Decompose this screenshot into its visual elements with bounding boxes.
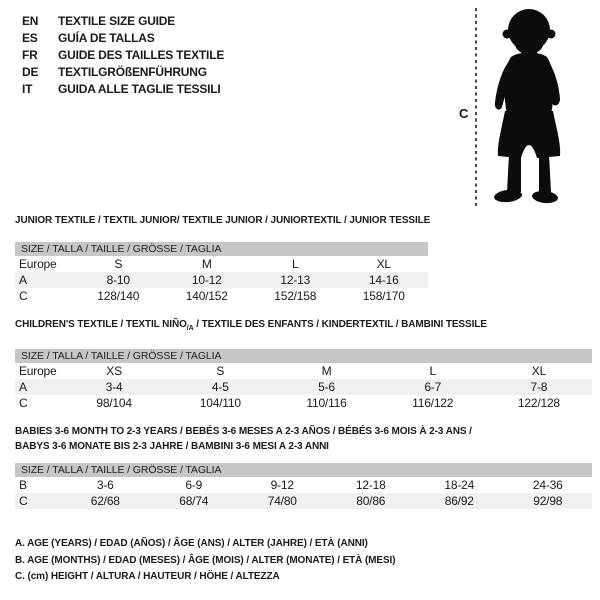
row-label: C — [19, 494, 28, 508]
heading-subscript: /A — [186, 325, 194, 332]
table-row — [15, 256, 428, 272]
language-code: FR — [22, 48, 38, 62]
cell-value: 6-7 — [424, 380, 442, 394]
cell-value: 128/140 — [97, 289, 140, 303]
table-heading-line — [15, 439, 592, 454]
row-label: A — [19, 273, 27, 287]
cell-value: 110/116 — [306, 396, 347, 410]
guide-title: GUÍA DE TALLAS — [58, 31, 155, 45]
cell-value: 92/98 — [533, 494, 563, 508]
legend-line: A. AGE (YEARS) / EDAD (AÑOS) / ÂGE (ANS) / ALTER (JAHRE) / ETÀ (ANNI) — [15, 538, 368, 549]
junior-size-table — [15, 242, 428, 304]
cell-value: 4-5 — [211, 380, 229, 394]
table-row — [15, 477, 592, 493]
cell-value: 3-6 — [96, 478, 114, 492]
table-row — [15, 493, 592, 509]
cell-value: 10-12 — [191, 273, 222, 287]
cell-value: 12-13 — [280, 273, 311, 287]
row-label: C — [19, 289, 28, 303]
row-label: Europe — [19, 364, 57, 378]
table-row — [15, 395, 592, 411]
heading-text: BABIES 3-6 MONTH TO 2-3 YEARS / BEBÉS 3-6 MESES A 2-3 AÑOS / BÉBÉS 3-6 MOIS À 2-3 ANS / — [15, 426, 472, 437]
cell-value: 68/74 — [179, 494, 209, 508]
guide-title: TEXTILE SIZE GUIDE — [58, 14, 176, 28]
cell-value: 18-24 — [444, 478, 475, 492]
table-row — [15, 363, 592, 379]
language-row — [22, 30, 224, 47]
cell-value: 140/152 — [185, 289, 228, 303]
language-row — [22, 13, 224, 30]
cell-value: 158/170 — [362, 289, 405, 303]
cell-value: L — [429, 364, 436, 378]
cell-value: 104/110 — [199, 396, 241, 410]
cell-value: M — [201, 257, 212, 271]
cell-value: S — [216, 364, 225, 378]
language-row — [22, 47, 224, 64]
cell-value: 8-10 — [106, 273, 130, 287]
table-row — [15, 288, 428, 304]
children-table-heading — [15, 318, 592, 335]
heading-text: BABYS 3-6 MONATE BIS 2-3 JAHRE / BAMBINI 3-6 MESI A 2-3 ANNI — [15, 441, 329, 452]
guide-title: GUIDA ALLE TAGLIE TESSILI — [58, 82, 221, 96]
row-label: C — [19, 396, 28, 410]
guide-title: GUIDE DES TAILLES TEXTILE — [58, 48, 225, 62]
cell-value: S — [114, 257, 123, 271]
babies-table-heading — [15, 424, 592, 454]
children-size-table — [15, 349, 592, 411]
cell-value: 12-18 — [355, 478, 386, 492]
cell-value: 86/92 — [444, 494, 474, 508]
cell-value: 6-9 — [185, 478, 203, 492]
language-row — [22, 81, 224, 98]
language-code: ES — [22, 31, 38, 45]
figure-height-label: C — [459, 106, 469, 121]
table-row — [15, 379, 592, 395]
table-heading-line — [15, 424, 592, 439]
measurement-legend — [15, 536, 395, 586]
guide-title: TEXTILGRÖßENFÜHRUNG — [58, 65, 207, 79]
language-list — [22, 13, 224, 98]
table-row — [15, 272, 428, 288]
cell-value: 62/68 — [90, 494, 120, 508]
cell-value: 152/158 — [274, 289, 317, 303]
heading-text: JUNIOR TEXTILE / TEXTIL JUNIOR/ TEXTILE JUNIOR / JUNIORTEXTIL / JUNIOR TESSILE — [15, 215, 431, 226]
language-code: EN — [22, 14, 39, 28]
cell-value: 9-12 — [270, 478, 294, 492]
cell-value: 98/104 — [96, 396, 132, 410]
junior-table-heading — [15, 214, 431, 227]
table-size-header: SIZE / TALLA / TAILLE / GRÖSSE / TAGLIA — [15, 463, 592, 477]
row-label: B — [19, 478, 27, 492]
heading-text: / TEXTILE DES ENFANTS / KINDERTEXTIL / BAMBINI TESSILE — [193, 319, 487, 330]
baby-silhouette-icon — [482, 7, 576, 209]
cell-value: 5-6 — [318, 380, 335, 394]
table-heading-line — [15, 318, 592, 335]
table-heading-line — [15, 214, 431, 227]
cell-value: 80/86 — [356, 494, 386, 508]
language-code: DE — [22, 65, 39, 79]
cell-value: 3-4 — [105, 380, 123, 394]
cell-value: 14-16 — [368, 273, 399, 287]
cell-value: 24-36 — [532, 478, 563, 492]
cell-value: 74/80 — [267, 494, 297, 508]
language-row — [22, 64, 224, 81]
row-label: Europe — [19, 257, 57, 271]
cell-value: M — [321, 364, 332, 378]
children-textile-section — [15, 318, 592, 411]
cell-value: 116/122 — [412, 396, 454, 410]
language-code: IT — [22, 82, 33, 96]
heading-text: CHILDREN'S TEXTILE / TEXTIL NIÑO — [15, 319, 187, 330]
legend-line: B. AGE (MONTHS) / EDAD (MESES) / ÂGE (MOIS) / ALTER (MONATE) / ETÀ (MESI) — [15, 554, 396, 566]
table-size-header: SIZE / TALLA / TAILLE / GRÖSSE / TAGLIA — [15, 242, 428, 256]
cell-value: XL — [376, 257, 391, 271]
babies-textile-section — [15, 424, 592, 509]
cell-value: XL — [531, 364, 547, 378]
cell-value: XS — [106, 364, 122, 378]
cell-value: L — [292, 257, 299, 271]
height-measure-dotted-line — [475, 8, 477, 208]
table-size-header: SIZE / TALLA / TAILLE / GRÖSSE / TAGLIA — [15, 349, 592, 363]
legend-line: C. (cm) HEIGHT / ALTURA / HAUTEUR / HÖHE / ALTEZZA — [15, 571, 280, 582]
cell-value: 122/128 — [517, 396, 560, 410]
cell-value: 7-8 — [530, 380, 548, 394]
row-label: A — [19, 380, 27, 394]
babies-size-table — [15, 463, 592, 509]
junior-textile-section — [15, 214, 431, 304]
